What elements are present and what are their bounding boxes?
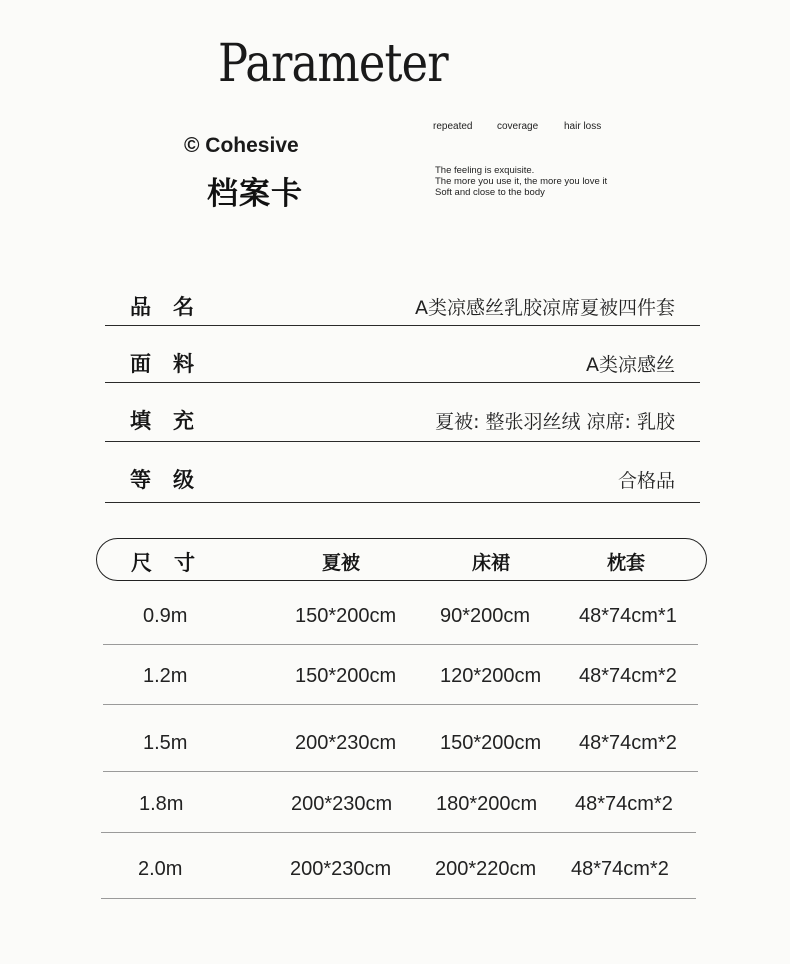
tag-hair-loss: hair loss (564, 121, 602, 132)
cell-pillowcase: 48*74cm*2 (579, 732, 677, 754)
table-row (101, 772, 696, 833)
cell-size: 1.2m (143, 665, 188, 687)
cell-pillowcase: 48*74cm*1 (579, 605, 677, 627)
info-value: A类凉感丝乳胶凉席夏被四件套 (415, 297, 675, 319)
cell-bed-skirt: 180*200cm (436, 793, 538, 815)
page-title: Parameter (218, 34, 448, 94)
tag-repeated: repeated (433, 121, 473, 132)
slogan-line: Soft and close to the body (435, 187, 545, 198)
brand-name: © Cohesive (184, 134, 299, 157)
cell-summer-quilt: 150*200cm (295, 665, 397, 687)
info-label: 面料 (130, 352, 216, 376)
cell-pillowcase: 48*74cm*2 (571, 858, 669, 880)
table-row (101, 833, 696, 899)
info-row-filling (105, 402, 700, 442)
cell-size: 1.5m (143, 732, 188, 754)
slogan-line: The feeling is exquisite. (435, 165, 535, 176)
cell-bed-skirt: 120*200cm (440, 665, 542, 687)
size-table-header (96, 538, 707, 581)
cell-size: 0.9m (143, 605, 188, 627)
slogan-line: The more you use it, the more you love it (435, 176, 608, 187)
info-row-fabric (105, 345, 700, 383)
info-row-name (105, 288, 700, 326)
cell-size: 1.8m (139, 793, 184, 815)
info-label: 填充 (130, 409, 216, 433)
header-summer-quilt: 夏被 (322, 552, 361, 574)
cell-bed-skirt: 150*200cm (440, 732, 542, 754)
header-bed-skirt: 床裙 (472, 552, 511, 574)
slogan (435, 165, 607, 198)
cell-summer-quilt: 200*230cm (291, 793, 393, 815)
cell-summer-quilt: 150*200cm (295, 605, 397, 627)
cell-bed-skirt: 90*200cm (440, 605, 531, 627)
info-value: 合格品 (617, 470, 675, 492)
header-size: 尺寸 (131, 551, 217, 575)
info-row-grade (105, 461, 700, 503)
info-label: 品名 (130, 295, 216, 319)
info-value: 夏被: 整张羽丝绒 凉席: 乳胶 (435, 411, 675, 433)
card-title: 档案卡 (207, 176, 303, 212)
info-value: A类凉感丝 (586, 354, 675, 376)
info-label: 等级 (130, 468, 216, 492)
table-row (103, 645, 698, 705)
cell-size: 2.0m (138, 858, 183, 880)
table-row (103, 583, 698, 645)
table-row (103, 705, 698, 772)
cell-pillowcase: 48*74cm*2 (575, 793, 673, 815)
cell-pillowcase: 48*74cm*2 (579, 665, 677, 687)
cell-bed-skirt: 200*220cm (435, 858, 537, 880)
header-pillowcase: 枕套 (607, 552, 646, 574)
cell-summer-quilt: 200*230cm (295, 732, 397, 754)
tag-coverage: coverage (497, 121, 539, 132)
cell-summer-quilt: 200*230cm (290, 858, 392, 880)
